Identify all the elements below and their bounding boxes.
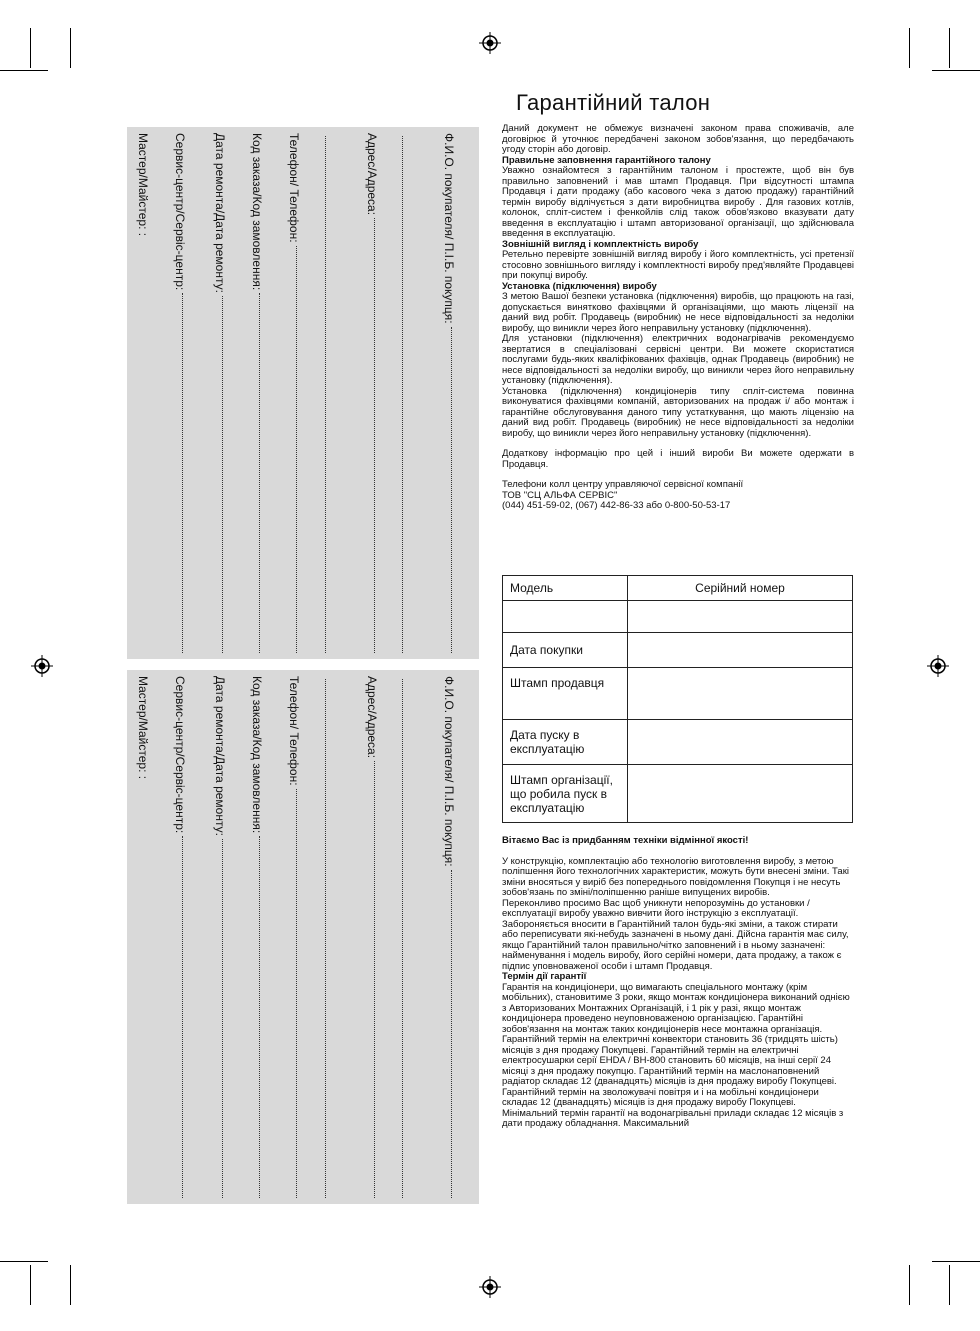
split-paragraph: Установка (підключення) кондиціонерів типу спліт-система повинна виконуватися фахівцями компаній, авторизованих на продаж і/ або монтаж і гарантійне обслуговування даного типу устаткування, що мають ліцензію на даний вид робіт. Продавець (виробник) не несе відповідальності за недоліки виробу, що виникли через його неправильну установку (підключення). bbox=[502, 385, 854, 439]
section-text: Ретельно перевірте зовнішній вигляд виробу і його комплектність, усі претензії стосовно зовнішнього вигляду і комплектності виробу пред'являйте Продавцеві при покупці виробу. bbox=[502, 249, 854, 281]
product-info-table bbox=[502, 575, 853, 823]
repair-coupon-top bbox=[127, 127, 479, 659]
intro-paragraph: Даний документ не обмежує визначені законом права споживачів, але договірює й уточнює передбачені законом зобов'язання, що передбачають угоду сторін або договір. bbox=[502, 123, 854, 155]
crop-mark bbox=[0, 1261, 48, 1262]
coupon-field[interactable]: Код заказа/Код замовлення: bbox=[250, 133, 270, 653]
model-header: Модель bbox=[503, 576, 628, 601]
repair-coupon-bottom bbox=[127, 670, 479, 1204]
coupon-field-dots bbox=[402, 676, 422, 1198]
seller-stamp-label: Штамп продавця bbox=[503, 668, 628, 720]
crop-mark bbox=[949, 28, 950, 68]
seller-stamp-value[interactable] bbox=[628, 668, 853, 720]
crop-mark bbox=[909, 28, 910, 68]
coupon-field[interactable]: Сервис-центр/Сервіс-центр: bbox=[173, 133, 193, 653]
coupon-field-dots bbox=[402, 133, 422, 653]
coupon-field[interactable]: Ф.И.О. покупателя/ П.І.Б. покупця: bbox=[442, 676, 462, 1198]
org-stamp-label: Штамп організації, що робила пуск в експлуатацію bbox=[503, 765, 628, 823]
crop-mark bbox=[949, 1265, 950, 1305]
coupon-field-master[interactable]: Мастер/Майстер: : bbox=[136, 133, 150, 237]
coupon-field[interactable]: Телефон/ Телефон: bbox=[287, 133, 307, 653]
serial-header: Серійний номер bbox=[628, 576, 853, 601]
registration-mark-icon bbox=[479, 32, 501, 54]
coupon-field[interactable]: Дата ремонта/Дата ремонту: bbox=[213, 676, 233, 1198]
section-heading: Зовнішній вигляд і комплектність виробу bbox=[502, 238, 699, 250]
congrats-heading: Вітаємо Вас із придбанням техніки відмінної якості! bbox=[502, 835, 749, 846]
crop-mark bbox=[0, 70, 48, 71]
registration-mark-icon bbox=[479, 1276, 501, 1298]
call-center-phones: (044) 451-59-02, (067) 442-86-33 або 0-800-50-53-17 bbox=[502, 500, 731, 511]
coupon-field[interactable]: Телефон/ Телефон: bbox=[287, 676, 307, 1198]
model-value[interactable] bbox=[503, 601, 628, 633]
coupon-field[interactable]: Ф.И.О. покупателя/ П.І.Б. покупця: bbox=[442, 133, 462, 653]
crop-mark bbox=[932, 70, 980, 71]
crop-mark bbox=[70, 1265, 71, 1305]
warranty-text-top bbox=[502, 124, 854, 512]
warranty-text-bottom bbox=[502, 836, 854, 1130]
section-heading: Правильне заповнення гарантійного талону bbox=[502, 154, 711, 166]
serial-value[interactable] bbox=[628, 601, 853, 633]
start-date-value[interactable] bbox=[628, 720, 853, 765]
coupon-field[interactable]: Сервис-центр/Сервіс-центр: bbox=[173, 676, 193, 1198]
crop-mark bbox=[30, 1265, 31, 1305]
coupon-field[interactable]: Код заказа/Код замовлення: bbox=[250, 676, 270, 1198]
info-paragraph: Додаткову інформацію про цей і інший вироби Ви можете одержати в Продавця. bbox=[502, 448, 854, 470]
page-title: Гарантійний талон bbox=[516, 90, 711, 115]
call-center-company: ТОВ "СЦ АЛЬФА СЕРВІС" bbox=[502, 489, 618, 501]
changes-paragraph: У конструкцію, комплектацію або технологію виготовлення виробу, з метою поліпшення його технологічних характеристик, можуть бути внесені зміни. Такі зміни вносяться у виріб без попереднього повідомлення Покупця і не несуть зобов'язань по зміні/поліпшенню раніше випущених виробів. bbox=[502, 855, 849, 898]
section-heading: Установка (підключення) виробу bbox=[502, 280, 657, 292]
org-stamp-value[interactable] bbox=[628, 765, 853, 823]
boiler-paragraph: Для установки (підключення) електричних водонагрівачів рекомендуємо звертатися в спеціалізовані сервісні центри. Ви можете скористатися послугами будь-яких кваліфікованих фахівців, однак Продавець (виробник) не несе відповідальності за недоліки виробу, що виникли через його неправильну установку (підключення). bbox=[502, 333, 854, 386]
start-date-label: Дата пуску в експлуатацію bbox=[503, 720, 628, 765]
crop-mark bbox=[70, 28, 71, 68]
section-text: Уважно ознайомтеся з гарантійним талоном і простежте, щоб він був правильно заповнений і мав штамп Продавця. При відсутності штампа Продавця і дати продажу (або касового чека з датою продажу) гарантійний термін виробу відлічується з дати виробництва виробу . Для газових котлів, колонок, спліт-систем і фенкойлів слід також обов'язково вказувати дату введення в експлуатацію і штамп авторизованої організації, що здійснювала введення в експлуатацію. bbox=[502, 165, 854, 239]
coupon-field-dots bbox=[325, 676, 345, 1198]
registration-mark-icon bbox=[31, 655, 53, 677]
crop-mark bbox=[909, 1265, 910, 1305]
coupon-field-dots bbox=[325, 133, 345, 653]
purchase-date-label: Дата покупки bbox=[503, 633, 628, 668]
coupon-field[interactable]: Дата ремонта/Дата ремонту: bbox=[213, 133, 233, 653]
coupon-field[interactable]: Адрес/Адреса: bbox=[365, 676, 385, 1198]
crop-mark bbox=[30, 28, 31, 68]
coupon-field-master[interactable]: Мастер/Майстер: : bbox=[136, 676, 150, 780]
section-text: З метою Вашої безпеки установка (підключення) виробів, що працюють на газі, допускається винятково фахівцями й організаціями, що мають ліцензії на даний вид робіт. Продавець (виробник) не несе відповідальності за недоліки виробу, що виникли через його неправильну установку (підключення). bbox=[502, 291, 854, 334]
term-paragraph: Гарантія на кондиціонери, що вимагають спеціального монтажу (крім мобільних), становитиме 3 роки, якщо монтаж кондиціонера виконаний однією з Авторизованих Монтажних Організацій, і 1 рік у разі, якщо монтаж кондиціонера проведено неуповноваженою організацією. Гарантійні зобов'язання на монтаж таких кондиціонерів несе монтажна організація. Гарантійний термін на електричні конвектори становить 36 (тридцять шість) місяців з дня продажу Покупцеві. Гарантійний термін на електричні електросушарки серії EHDA / BH-800 становить 60 місяців, на інші серії 24 місяці з дня продажу покупцю. Гарантійний термін на маслонаповнений радіатор складає 12 (дванадцять) місяців із дня продажу виробу Покупцеві. Гарантійний термін на зволожувачі повітря и і на мобільні кондиціонери складає 12 (дванадцять) місяців із дня продажу виробу Покупцеві. Мінімальний термін гарантії на водонагрівальні прилади складає 12 місяців з дати продажу обладнання. Максимальний bbox=[502, 981, 850, 1129]
call-center-line: Телефони колл центру управляючої сервісної компанії bbox=[502, 479, 744, 490]
purchase-date-value[interactable] bbox=[628, 633, 853, 668]
coupon-field[interactable]: Адрес/Адреса: bbox=[365, 133, 385, 653]
registration-mark-icon bbox=[927, 655, 949, 677]
term-heading: Термін дії гарантії bbox=[502, 971, 587, 982]
crop-mark bbox=[932, 1261, 980, 1262]
request-paragraph: Переконливо просимо Вас щоб уникнути непорозумінь до установки /експлуатації виробу уважно вивчити його інструкцію з експлуатації. Забороняється вносити в Гарантійний талон будь-які зміни, а також стирати або переписувати які-небудь зазначені в ньому дані. Дійсна гарантія має силу, якщо Гарантійний талон правильно/чітко заповнений і в ньому зазначені: найменування і модель виробу, його серійні номери, дата продажу, а також є підпис уповноваженої особи і штамп Продавця. bbox=[502, 897, 849, 972]
